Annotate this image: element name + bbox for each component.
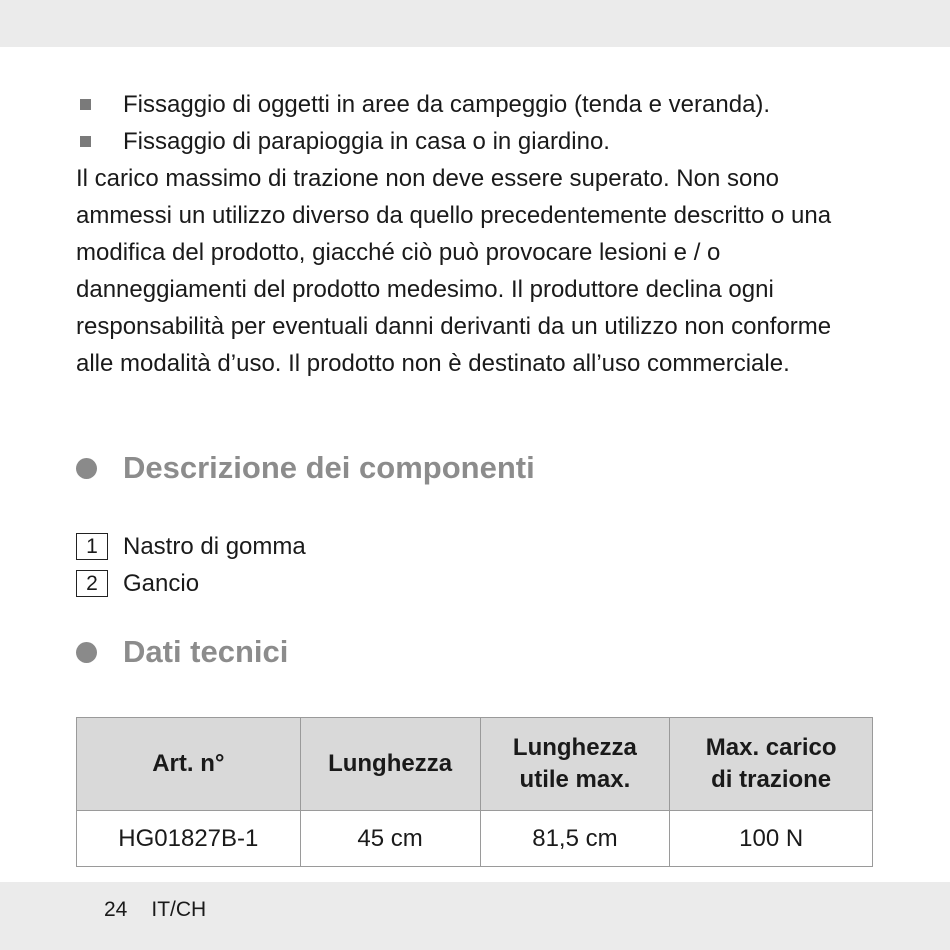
list-item	[76, 528, 776, 565]
section-title: Dati tecnici	[123, 634, 289, 669]
page-footer	[104, 898, 206, 922]
table-cell: 81,5 cm	[480, 811, 670, 867]
table-header-row	[77, 718, 873, 811]
usage-bullet-list	[76, 86, 876, 160]
list-item	[76, 565, 776, 602]
list-item	[76, 123, 876, 160]
bullet-text: Fissaggio di parapioggia in casa o in giardino.	[123, 128, 610, 155]
table-header-cell: Art. n°	[77, 718, 301, 811]
table-header-cell: Max. carico di trazione	[670, 718, 873, 811]
circle-bullet-icon	[76, 458, 97, 479]
table-header-cell: Lunghezza	[300, 718, 480, 811]
square-bullet-icon	[80, 136, 91, 147]
table-header-cell: Lunghezza utile max.	[480, 718, 670, 811]
table-cell: HG01827B-1	[77, 811, 301, 867]
section-heading-technical	[76, 634, 288, 670]
technical-data-table	[76, 717, 873, 867]
component-label: Nastro di gomma	[123, 532, 306, 560]
component-number-box: 2	[76, 570, 108, 597]
list-item	[76, 86, 876, 123]
table-cell: 100 N	[670, 811, 873, 867]
component-number-box: 1	[76, 533, 108, 560]
locale-code: IT/CH	[151, 898, 207, 921]
page-number: 24	[104, 898, 128, 921]
table-row	[77, 811, 873, 867]
top-margin-band	[0, 0, 950, 47]
circle-bullet-icon	[76, 642, 97, 663]
body-paragraph: Il carico massimo di trazione non deve essere superato. Non sono ammessi un utilizzo diverso da quello precedentemente descritto o una modifica del prodotto, giacché ciò può provocare lesioni e / o danneggiamenti del prodotto medesimo. Il produttore declina ogni responsabilità per eventuali danni derivanti da un utilizzo non conforme alle modalità d’uso. Il prodotto non è destinato all’uso commerciale.	[76, 165, 832, 377]
component-label: Gancio	[123, 569, 200, 597]
table-cell: 45 cm	[300, 811, 480, 867]
bullet-text: Fissaggio di oggetti in aree da campeggio (tenda e veranda).	[123, 91, 771, 118]
section-heading-components	[76, 450, 535, 486]
square-bullet-icon	[80, 99, 91, 110]
section-title: Descrizione dei componenti	[123, 450, 535, 485]
components-list	[76, 528, 776, 602]
